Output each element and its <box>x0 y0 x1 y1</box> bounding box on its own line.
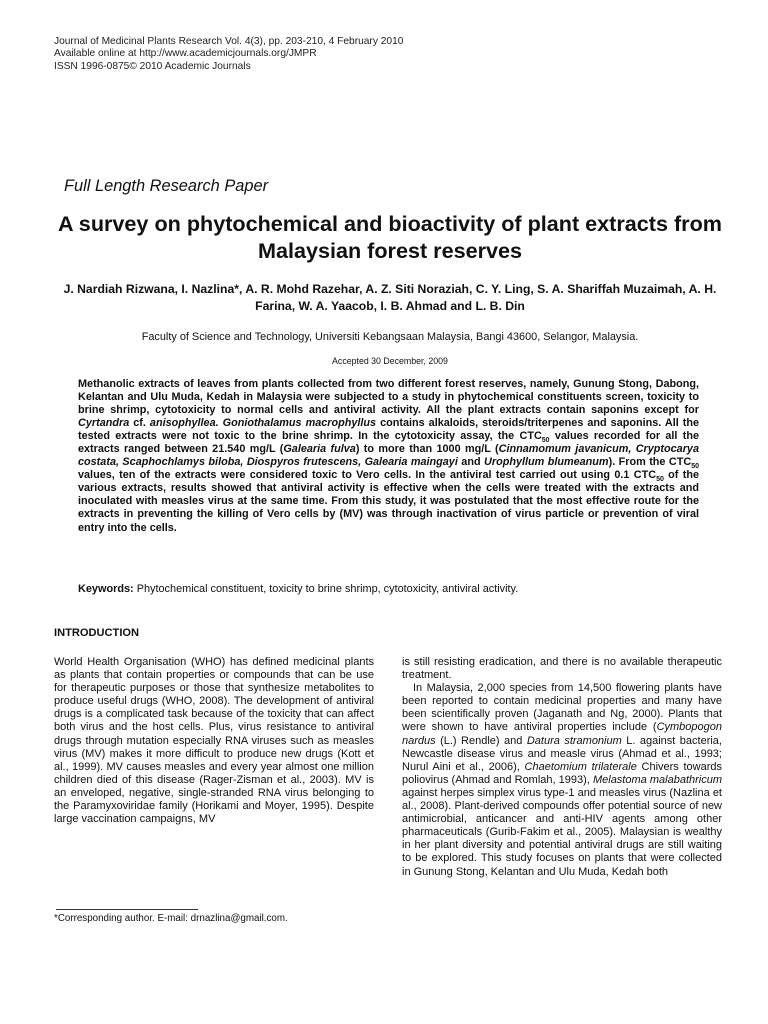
corresponding-author-footnote: *Corresponding author. E-mail: drnazlina@gmail.com. <box>54 913 288 924</box>
abstract-text: contains alkaloids, steroids/triterpenes and saponins. All the tested extracts were not toxic to the brine shrimp. In the cytotoxicity assay, the CTC <box>78 417 700 443</box>
abstract-text: ). From the CTC <box>608 456 692 469</box>
species-name: Galearia fulva <box>283 443 356 456</box>
species-name: anisophyllea. Goniothalamus macrophyllus <box>149 417 377 430</box>
journal-url: Available online at http://www.academicjournals.org/JMPR <box>54 48 317 60</box>
paper-type: Full Length Research Paper <box>64 177 269 195</box>
abstract-text: ) to more than 1000 mg/L ( <box>355 443 499 456</box>
author-list: J. Nardiah Rizwana, I. Nazlina*, A. R. Mohd Razehar, A. Z. Siti Noraziah, C. Y. Ling, S. A. Shariffah Muzaimah, A. H. Farina, W. A. Yaacob, I. B. Ahmad and L. B. Din <box>63 282 717 314</box>
abstract-text: Methanolic extracts of leaves from plants collected from two different forest reserves, namely, Gunung Stong, Dabong, Kelantan and Ulu Muda, Kedah in Malaysia were subjected to a study in phytochemical constituents screen, toxicity to brine shrimp, cytotoxicity to normal cells and antiviral activity. All the plant extracts contain saponins except for <box>78 378 699 417</box>
journal-header <box>54 36 403 73</box>
body-paragraph: World Health Organisation (WHO) has defined medicinal plants as plants that contain properties or compounds that can be use for therapeutic purposes or those that synthesize metabolites to produce useful drugs (WHO, 2008). The development of antiviral drugs is a complicated task because of the toxicity that can affect both virus and the host cells. Plus, virus resistance to antiviral drugs through mutation especially RNA viruses such as measles virus (MV) makes it more difficult to produce new drugs (Kott et al., 1999). MV causes measles and every year almost one million children died of this disease (Rager-Zisman et al., 2003). MV is an enveloped, negative, single-stranded RNA virus belonging to the Paramyxoviridae family (Horikami and Moyer, 1995). Despite large vaccination campaigns, MV <box>54 656 374 826</box>
footnote-divider <box>56 909 198 910</box>
species-name: Cinnamomum javanicum, Cryptocarya costata, Scaphochlamys biloba, Diospyros frutescens, Galearia maingayi <box>78 443 699 469</box>
species-name: Cyrtandra <box>78 417 130 430</box>
body-text: L. against bacteria, Newcastle disease virus and measle virus (Ahmad et al., 1993; Nurul Aini et al., 2006), <box>402 734 722 773</box>
accepted-date: Accepted 30 December, 2009 <box>332 356 448 366</box>
abstract-text: cf. <box>129 417 150 430</box>
abstract-text: of the various extracts, results showed that antiviral activity is effective when the cells were treated with the extracts and inoculated with measles virus at the same time. From this study, it was postulated that the most effective route for the extracts in preventing the killing of Vero cells by (MV) was through inactivation of virus particle or prevention of viral entry into the cells. <box>78 469 700 534</box>
section-heading-introduction: INTRODUCTION <box>54 627 140 639</box>
species-name: Cymbopogon nardus <box>402 721 722 747</box>
abstract-text: values recorded for all the extracts ranged between 21.540 mg/L ( <box>78 430 699 456</box>
subscript: 50 <box>656 476 664 484</box>
keywords <box>78 583 699 595</box>
species-name: Melastoma malabathricum <box>592 773 722 786</box>
species-name: Datura stramonium <box>526 734 622 747</box>
keywords-label: Keywords: <box>78 583 134 595</box>
body-paragraph: is still resisting eradication, and there is no available therapeutic treatment. <box>402 656 722 682</box>
journal-issn: ISSN 1996-0875© 2010 Academic Journals <box>54 60 251 72</box>
species-name: Chaetomium trilaterale <box>524 760 637 773</box>
right-column <box>402 656 722 879</box>
subscript: 50 <box>691 463 699 471</box>
abstract <box>78 378 699 535</box>
body-text: against herpes simplex virus type-1 and measles virus (Nazlina et al., 2008). Plant-derived compounds offer potential source of new antimicrobial, anticancer and anti-HIV agents among other pharmaceuticals (Gurib-Fakim et al., 2005). Malaysian is wealthy in her plant diversity and potential antiviral drugs are still waiting to be explored. This study focuses on plants that were collected in Gunung Stong, Kelantan and Ulu Muda, Kedah both <box>402 786 722 878</box>
species-name: Urophyllum blumeanum <box>484 456 609 469</box>
paper-title: A survey on phytochemical and bioactivity of plant extracts from Malaysian forest reserves <box>58 211 722 263</box>
body-text: (L.) Rendle) and <box>435 734 527 747</box>
body-paragraph <box>402 682 722 878</box>
body-text: In Malaysia, 2,000 species from 14,500 flowering plants have been reported to contain medicinal properties and many have been scientifically proven (Jaganath and Ng, 2000). Plants that were shown to have antiviral properties include ( <box>402 682 722 734</box>
body-text: Chivers towards poliovirus (Ahmad and Romlah, 1993), <box>402 760 722 786</box>
abstract-text: and <box>457 456 485 469</box>
affiliation: Faculty of Science and Technology, Universiti Kebangsaan Malaysia, Bangi 43600, Selangor, Malaysia. <box>141 331 639 343</box>
abstract-text: values, ten of the extracts were considered toxic to Vero cells. In the antiviral test carried out using 0.1 CTC <box>78 469 657 482</box>
left-column <box>54 656 374 826</box>
journal-citation: Journal of Medicinal Plants Research Vol. 4(3), pp. 203-210, 4 February 2010 <box>54 36 404 47</box>
keywords-text: Phytochemical constituent, toxicity to brine shrimp, cytotoxicity, antiviral activity. <box>133 583 519 595</box>
subscript: 50 <box>541 437 550 445</box>
